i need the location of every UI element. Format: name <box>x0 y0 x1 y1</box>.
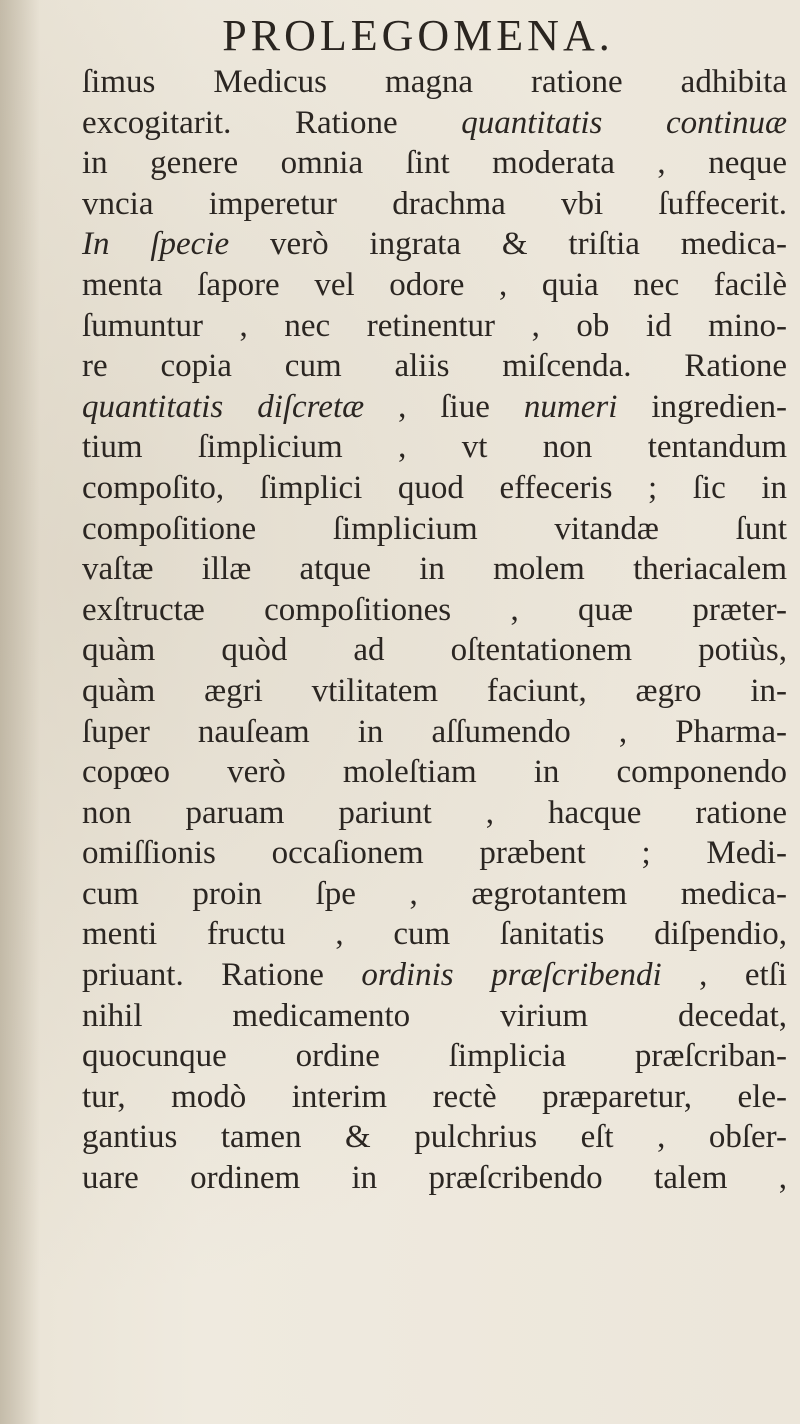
text-segment: compoſitione ſimplicium vitandæ ſunt <box>82 510 787 547</box>
text-segment: vncia imperetur drachma vbi ſuffecerit. <box>82 185 787 222</box>
text-segment: , etſi <box>699 957 787 994</box>
text-segment: ingredien- <box>651 388 787 425</box>
text-segment: menta ſapore vel odore , quia nec facilè <box>82 266 787 303</box>
text-line <box>82 833 787 874</box>
text-line <box>82 671 787 712</box>
text-segment: , ſiue <box>398 388 524 425</box>
italic-text-segment: ordinis præſcribendi <box>361 957 700 994</box>
text-segment: nihil medicamento virium decedat, <box>82 997 787 1034</box>
text-segment: ſumuntur , nec retinentur , ob id mino- <box>82 307 787 344</box>
text-segment: copœo verò moleſtiam in componendo <box>82 754 787 791</box>
text-segment: quocunque ordine ſimplicia præſcriban- <box>82 1038 787 1075</box>
text-line <box>82 549 787 590</box>
text-line <box>82 996 787 1037</box>
text-segment: exſtructæ compoſitiones , quæ præter- <box>82 591 787 628</box>
text-segment: uare ordinem in præſcribendo talem , <box>82 1160 787 1197</box>
text-line <box>82 874 787 915</box>
body-text <box>82 62 787 1199</box>
gutter-shadow <box>0 0 40 1424</box>
text-segment: menti fructu , cum ſanitatis diſpendio, <box>82 916 787 953</box>
italic-text-segment: quantitatis continuæ <box>461 104 788 141</box>
running-head: PROLEGOMENA. <box>222 11 614 60</box>
text-segment: priuant. Ratione <box>82 957 362 994</box>
text-line <box>82 346 787 387</box>
text-segment: compoſito, ſimplici quod effeceris ; ſic in <box>82 469 787 506</box>
text-line <box>82 62 787 103</box>
text-line <box>82 468 787 509</box>
text-segment: re copia cum aliis miſcenda. Ratione <box>82 348 787 385</box>
text-segment: quàm ægri vtilitatem faciunt, ægro in- <box>82 672 787 709</box>
text-segment: gantius tamen & pulchrius eſt , obſer- <box>82 1119 787 1156</box>
text-line <box>82 265 787 306</box>
italic-text-segment: numeri <box>523 388 652 425</box>
text-line <box>82 793 787 834</box>
text-line <box>82 1117 787 1158</box>
italic-text-segment: In ſpecie <box>82 226 270 263</box>
text-line <box>82 955 787 996</box>
text-line <box>82 306 787 347</box>
text-line <box>82 1077 787 1118</box>
text-line <box>82 1036 787 1077</box>
text-line <box>82 184 787 225</box>
text-line <box>82 103 787 144</box>
text-segment: in genere omnia ſint moderata , neque <box>82 145 787 182</box>
text-line <box>82 914 787 955</box>
text-line <box>82 224 787 265</box>
text-segment: cum proin ſpe , ægrotantem medica- <box>82 875 787 912</box>
text-line <box>82 752 787 793</box>
text-line <box>82 712 787 753</box>
text-line <box>82 427 787 468</box>
text-line <box>82 509 787 550</box>
text-line <box>82 590 787 631</box>
text-line <box>82 387 787 428</box>
text-segment: non paruam pariunt , hacque ratione <box>82 794 787 831</box>
text-line <box>82 143 787 184</box>
text-line <box>82 1158 787 1199</box>
text-segment: excogitarit. Ratione <box>82 104 462 141</box>
text-segment: tur, modò interim rectè præparetur, ele- <box>82 1078 787 1115</box>
text-segment: tium ſimplicium , vt non tentandum <box>82 429 787 466</box>
text-segment: quàm quòd ad oſtentationem potiùs, <box>82 632 787 669</box>
italic-text-segment: quantitatis diſcretæ <box>82 388 399 425</box>
text-line <box>82 630 787 671</box>
text-segment: vaſtæ illæ atque in molem theriacalem <box>82 551 787 588</box>
text-segment: ſimus Medicus magna ratione adhibita <box>82 64 787 100</box>
text-segment: omiſſionis occaſionem præbent ; Medi- <box>82 835 787 872</box>
text-segment: ſuper nauſeam in aſſumendo , Pharma- <box>82 713 787 750</box>
text-segment: verò ingrata & triſtia medica- <box>269 226 787 263</box>
